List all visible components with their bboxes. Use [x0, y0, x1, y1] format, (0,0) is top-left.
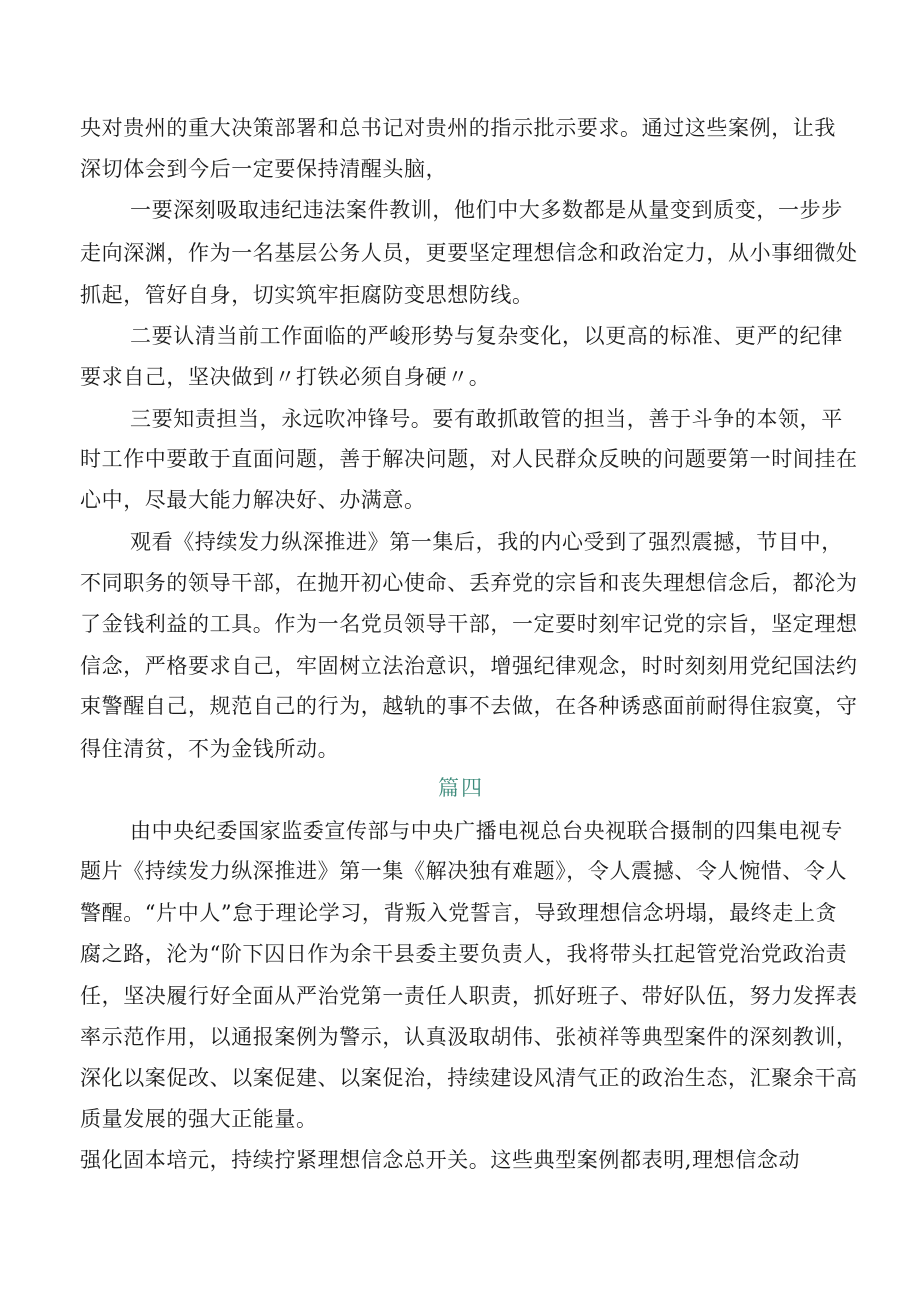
line-text: 得住清贫，不为金钱所动。	[80, 737, 340, 761]
paragraph-line	[0, 604, 920, 644]
line-text: 深切体会到今后一定要保持清醒头脑，	[80, 157, 448, 181]
paragraph-line	[0, 934, 920, 974]
line-text: 率示范作用，以通报案例为警示，认真汲取胡伟、张祯祥等典型案件的深刻教训，	[80, 1025, 858, 1049]
line-text: 题片《持续发力纵深推进》第一集《解决独有难题》，令人震撼、令人惋惜、令人	[80, 859, 848, 883]
paragraph-line	[0, 439, 920, 479]
paragraph-line	[0, 233, 920, 273]
section-heading	[0, 768, 920, 808]
line-text: 由中央纪委国家监委宣传部与中央广播电视总台央视联合摄制的四集电视专	[130, 819, 843, 843]
line-text: 深化以案促改、以案促建、以案促治，持续建设风清气正的政治生态，汇聚余干高	[80, 1066, 858, 1090]
paragraph-line	[0, 1140, 920, 1180]
paragraph-line	[0, 811, 920, 851]
paragraph-line	[0, 686, 920, 726]
line-text: 时工作中要敢于直面问题，善于解决问题，对人民群众反映的问题要第一时间挂在	[80, 447, 858, 471]
line-text: 腐之路，沦为“阶下囚日作为余干县委主要负责人，我将带头扛起管党治党政治责	[80, 942, 848, 966]
paragraph-line	[0, 1058, 920, 1098]
line-text: 质量发展的强大正能量。	[80, 1107, 318, 1131]
paragraph-line	[0, 563, 920, 603]
line-text: 一要深刻吸取违纪违法案件教训，他们中大多数都是从量变到质变，一步步	[130, 198, 843, 222]
line-text: 二要认清当前工作面临的严峻形势与复杂变化，以更高的标准、更严的纪律	[130, 324, 843, 348]
paragraph-line	[0, 149, 920, 189]
paragraph-line	[0, 399, 920, 439]
paragraph-line	[0, 1099, 920, 1139]
line-text: 要求自己，坚决做到〃打铁必须自身硬〃。	[80, 365, 491, 389]
section-heading-text: 篇四	[438, 776, 484, 800]
paragraph-line	[0, 316, 920, 356]
line-text: 束警醒自己，规范自己的行为，越轨的事不去做，在各种诱惑面前耐得住寂寞，守	[80, 694, 858, 718]
paragraph-line	[0, 1017, 920, 1057]
paragraph-line	[0, 522, 920, 562]
line-text: 心中，尽最大能力解决好、办满意。	[80, 488, 426, 512]
paragraph-line	[0, 357, 920, 397]
paragraph-line	[0, 108, 920, 148]
line-text: 三要知责担当，永远吹冲锋号。要有敢抓敢管的担当，善于斗争的本领，平	[130, 407, 843, 431]
line-text: 任，坚决履行好全面从严治党第一责任人职责，抓好班子、带好队伍，努力发挥表	[80, 984, 858, 1008]
paragraph-line	[0, 275, 920, 315]
line-text: 信念，严格要求自己，牢固树立法治意识，增强纪律观念，时时刻刻用党纪国法约	[80, 654, 858, 678]
line-text: 走向深渊，作为一名基层公务人员，更要坚定理想信念和政治定力，从小事细微处	[80, 241, 858, 265]
paragraph-line	[0, 190, 920, 230]
paragraph-line	[0, 646, 920, 686]
paragraph-line	[0, 976, 920, 1016]
line-text: 警醒。“片中人”怠于理论学习，背叛入党誓言，导致理想信念坍塌，最终走上贪	[80, 901, 838, 925]
paragraph-line	[0, 893, 920, 933]
line-text: 央对贵州的重大决策部署和总书记对贵州的指示批示要求。通过这些案例，让我	[80, 116, 836, 140]
line-text: 不同职务的领导干部，在抛开初心使命、丢弃党的宗旨和丧失理想信念后，都沦为	[80, 571, 858, 595]
paragraph-line	[0, 851, 920, 891]
line-text: 抓起，管好自身，切实筑牢拒腐防变思想防线。	[80, 283, 534, 307]
paragraph-line	[0, 729, 920, 769]
line-text: 观看《持续发力纵深推进》第一集后，我的内心受到了强烈震撼，节目中，	[130, 530, 843, 554]
line-text: 了金钱利益的工具。作为一名党员领导干部，一定要时刻牢记党的宗旨，坚定理想	[80, 612, 858, 636]
paragraph-line	[0, 480, 920, 520]
line-text: 强化固本培元，持续拧紧理想信念总开关。这些典型案例都表明,理想信念动	[80, 1148, 801, 1172]
